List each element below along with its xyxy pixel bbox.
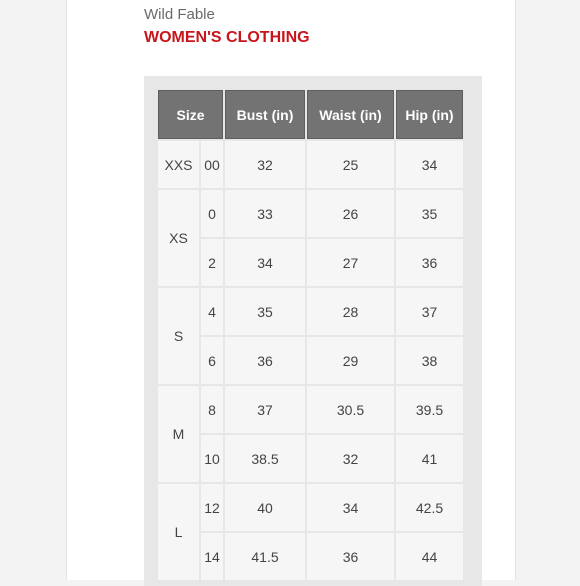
size-number: 14 xyxy=(201,533,223,580)
size-label: S xyxy=(158,288,199,384)
table-row xyxy=(158,435,463,482)
size-label: M xyxy=(158,386,199,482)
bust-value: 37 xyxy=(225,386,305,433)
size-label: XS xyxy=(158,190,199,286)
table-row xyxy=(158,533,463,580)
bust-value: 33 xyxy=(225,190,305,237)
bust-value: 36 xyxy=(225,337,305,384)
bust-value: 35 xyxy=(225,288,305,335)
bust-value: 40 xyxy=(225,484,305,531)
size-number: 8 xyxy=(201,386,223,433)
bust-value: 32 xyxy=(225,141,305,188)
table-row xyxy=(158,484,463,531)
size-number: 6 xyxy=(201,337,223,384)
size-number: 4 xyxy=(201,288,223,335)
table-row xyxy=(158,190,463,237)
hip-value: 39.5 xyxy=(396,386,463,433)
waist-value: 29 xyxy=(307,337,394,384)
table-row xyxy=(158,239,463,286)
table-row xyxy=(158,288,463,335)
brand-name: Wild Fable xyxy=(144,6,215,23)
hip-value: 42.5 xyxy=(396,484,463,531)
size-label: XXS xyxy=(158,141,199,188)
category-title: WOMEN'S CLOTHING xyxy=(144,29,310,46)
size-number: 0 xyxy=(201,190,223,237)
size-label: L xyxy=(158,484,199,580)
waist-value: 30.5 xyxy=(307,386,394,433)
hip-value: 38 xyxy=(396,337,463,384)
table-row xyxy=(158,141,463,188)
table-row xyxy=(158,337,463,384)
size-number: 10 xyxy=(201,435,223,482)
waist-value: 36 xyxy=(307,533,394,580)
hip-value: 35 xyxy=(396,190,463,237)
waist-value: 26 xyxy=(307,190,394,237)
bust-value: 38.5 xyxy=(225,435,305,482)
hip-value: 41 xyxy=(396,435,463,482)
waist-value: 27 xyxy=(307,239,394,286)
waist-value: 25 xyxy=(307,141,394,188)
table-row xyxy=(158,386,463,433)
size-number: 00 xyxy=(201,141,223,188)
header-size: Size xyxy=(158,90,223,139)
waist-value: 34 xyxy=(307,484,394,531)
waist-value: 28 xyxy=(307,288,394,335)
waist-value: 32 xyxy=(307,435,394,482)
bust-value: 34 xyxy=(225,239,305,286)
hip-value: 36 xyxy=(396,239,463,286)
hip-value: 44 xyxy=(396,533,463,580)
header-row xyxy=(158,90,463,139)
bust-value: 41.5 xyxy=(225,533,305,580)
header-waist: Waist (in) xyxy=(307,90,394,139)
hip-value: 37 xyxy=(396,288,463,335)
hip-value: 34 xyxy=(396,141,463,188)
header-bust: Bust (in) xyxy=(225,90,305,139)
size-chart-table xyxy=(156,88,465,582)
header-hip: Hip (in) xyxy=(396,90,463,139)
size-number: 12 xyxy=(201,484,223,531)
size-number: 2 xyxy=(201,239,223,286)
